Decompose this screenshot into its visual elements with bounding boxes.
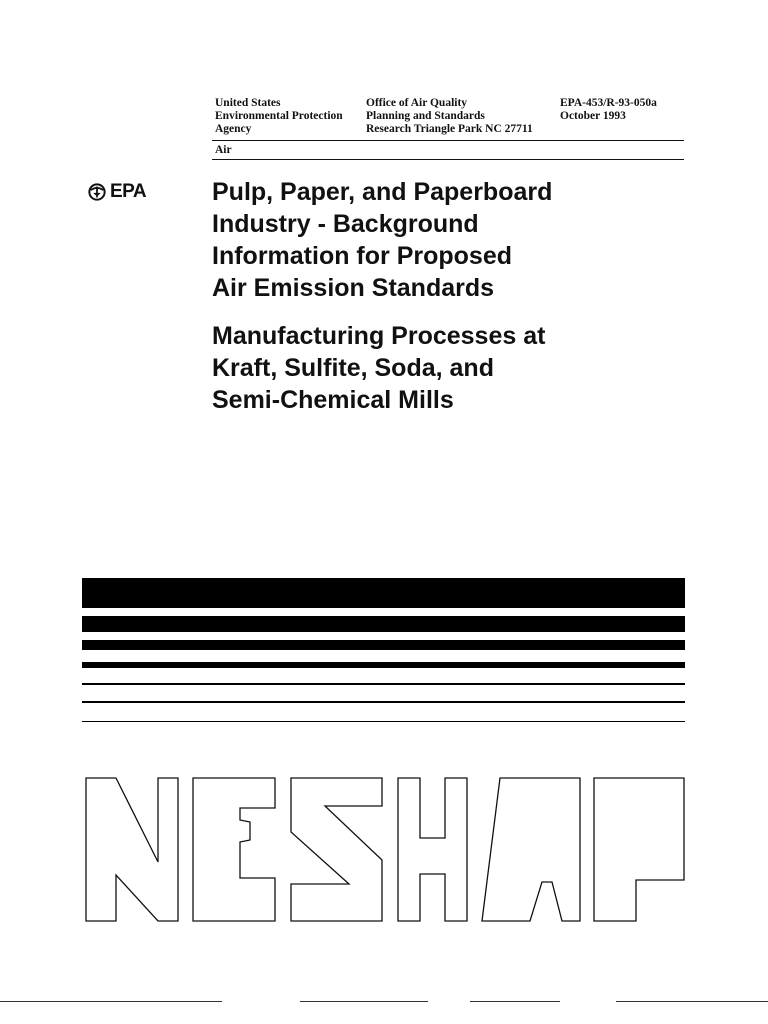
media-label: Air xyxy=(215,144,232,156)
office-line: Office of Air Quality xyxy=(366,97,468,109)
letter-e xyxy=(193,778,275,921)
footer-line xyxy=(300,1001,428,1002)
agency-line: Agency xyxy=(215,123,252,135)
footer-line xyxy=(0,1001,222,1002)
office-line: Research Triangle Park NC 27711 xyxy=(366,123,533,135)
title-line: Information for Proposed xyxy=(212,242,512,270)
report-number: EPA-453/R-93-050a xyxy=(560,97,657,109)
subtitle-line: Kraft, Sulfite, Soda, and xyxy=(212,354,494,382)
letter-s xyxy=(291,778,382,921)
subtitle-line: Manufacturing Processes at xyxy=(212,322,546,350)
epa-logo-text: EPA xyxy=(110,181,147,202)
agency-line: United States xyxy=(215,97,281,109)
title-line: Industry - Background xyxy=(212,210,479,238)
letter-a xyxy=(482,778,580,921)
letter-n xyxy=(86,778,178,921)
title-line: Pulp, Paper, and Paperboard xyxy=(212,178,553,206)
report-date: October 1993 xyxy=(560,110,626,122)
footer-line xyxy=(470,1001,560,1002)
letter-h xyxy=(398,778,467,921)
subtitle-line: Semi-Chemical Mills xyxy=(212,386,454,414)
office-line: Planning and Standards xyxy=(366,110,485,122)
title-line: Air Emission Standards xyxy=(212,274,495,302)
agency-line: Environmental Protection xyxy=(215,110,343,122)
footer-line xyxy=(616,1001,768,1002)
letter-p xyxy=(594,778,684,921)
